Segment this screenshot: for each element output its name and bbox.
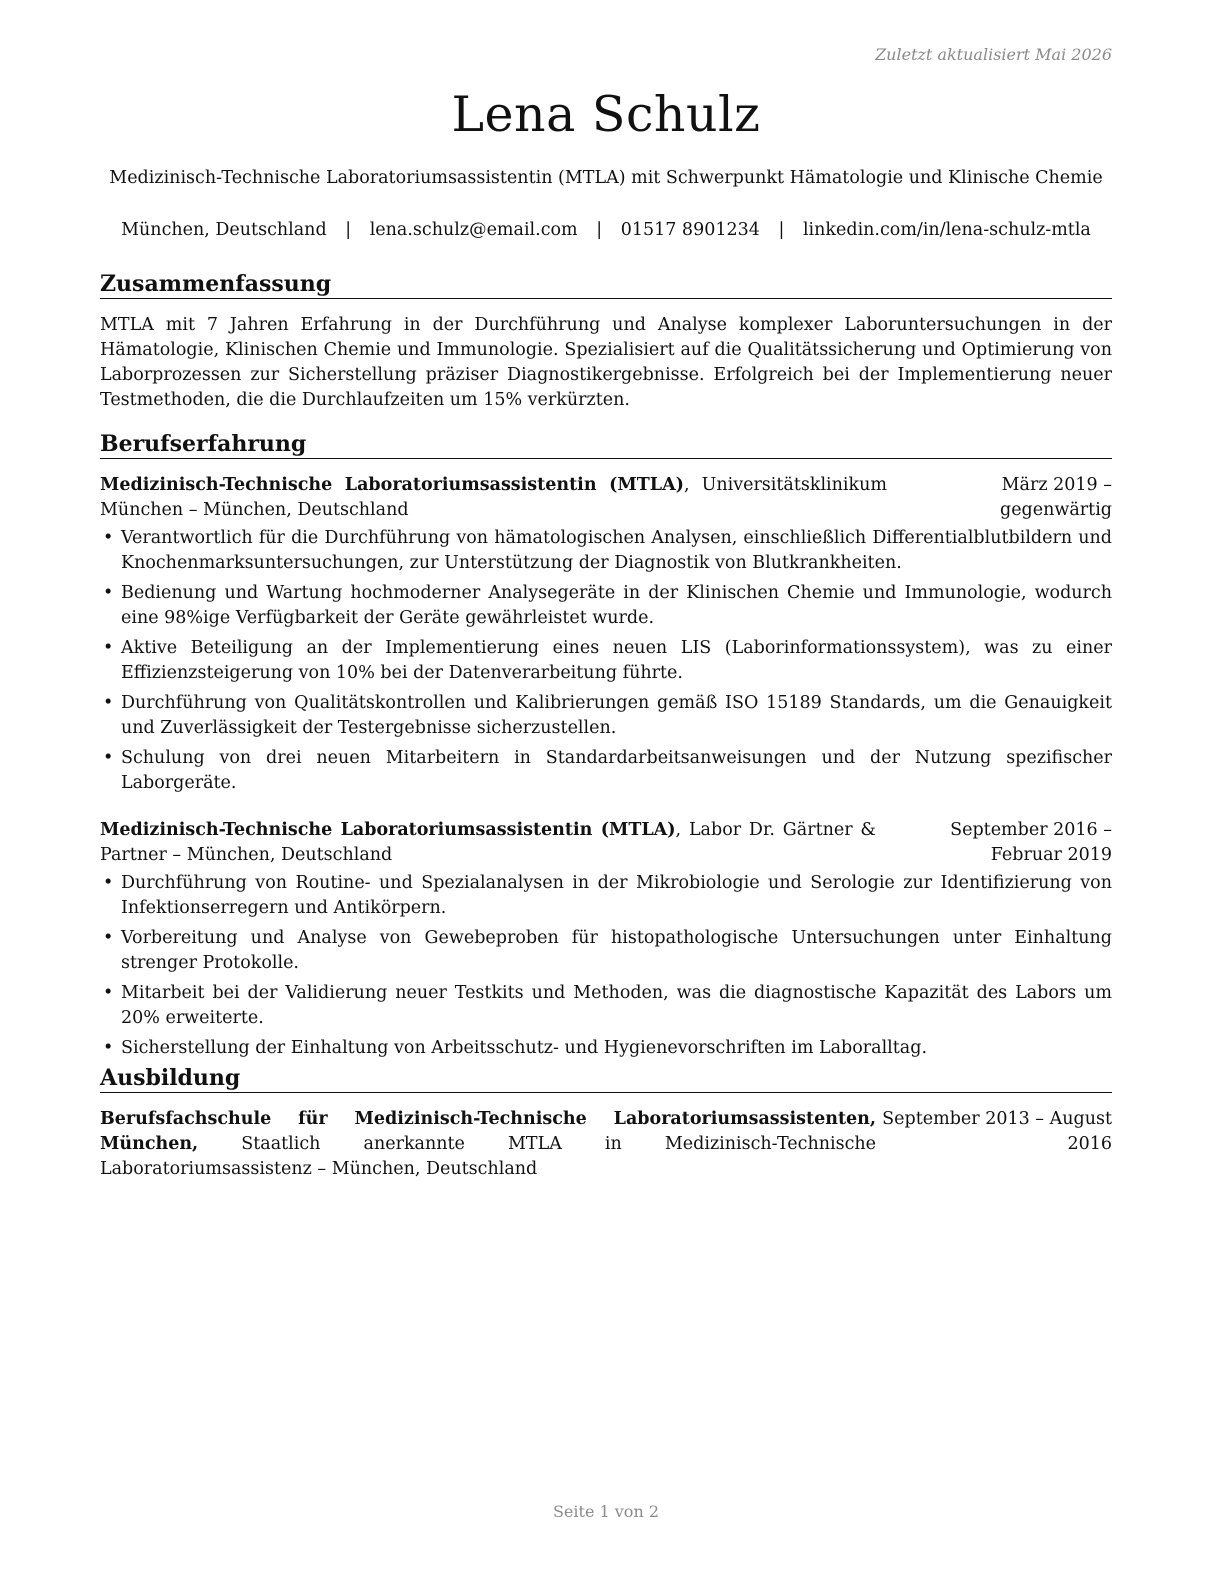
list-item: • Aktive Beteiligung an der Implementierung eines neuen LIS (Laborinformationssystem), was zu einer Effizienzsteigerung von 10% bei der Datenverarbeitung führte. xyxy=(100,636,1112,686)
job-header xyxy=(100,473,1112,523)
section-heading-summary: Zusammenfassung xyxy=(100,270,1112,299)
contact-separator: | xyxy=(345,220,352,240)
list-item: • Sicherstellung der Einhaltung von Arbeitsschutz- und Hygienevorschriften im Laboralltag. xyxy=(100,1036,1112,1061)
job-dates: September 2016 – Februar 2019 xyxy=(950,820,1112,865)
contact-line xyxy=(100,220,1112,240)
job-organization: , Universitätsklinikum München – München, Deutschland xyxy=(100,475,887,520)
page-number: Seite 1 von 2 xyxy=(552,1502,660,1521)
education-entry xyxy=(100,1107,1112,1182)
contact-separator: | xyxy=(596,220,603,240)
last-updated-note: Zuletzt aktualisiert Mai 2026 xyxy=(875,45,1112,64)
job-bullet-list xyxy=(100,526,1112,796)
list-item: • Schulung von drei neuen Mitarbeitern in Standardarbeitsanweisungen und der Nutzung spezifischer Laborgeräte. xyxy=(100,746,1112,796)
job-title: Medizinisch-Technische Laboratoriumsassistentin (MTLA) xyxy=(100,475,684,495)
job-header xyxy=(100,818,1112,868)
list-item: • Durchführung von Routine- und Spezialanalysen in der Mikrobiologie und Serologie zur Identifizierung von Infektionserregern und Antikörpern. xyxy=(100,871,1112,921)
summary-text: MTLA mit 7 Jahren Erfahrung in der Durchführung und Analyse komplexer Laboruntersuchungen in der Hämatologie, Klinischen Chemie und Immunologie. Spezialisiert auf die Qualitätssicherung und Optimierung von Laborprozessen zur Sicherstellung präziser Diagnostikergebnisse. Erfolgreich bei der Implementierung neuer Testmethoden, die die Durchlaufzeiten um 15% verkürzten. xyxy=(100,315,1112,410)
job-organization: , Labor Dr. Gärtner & Partner – München, Deutschland xyxy=(100,820,877,865)
list-item: • Durchführung von Qualitätskontrollen und Kalibrierungen gemäß ISO 15189 Standards, um die Genauigkeit und Zuverlässigkeit der Testergebnisse sicherzustellen. xyxy=(100,691,1112,741)
list-item: • Bedienung und Wartung hochmoderner Analysegeräte in der Klinischen Chemie und Immunologie, wodurch eine 98%ige Verfügbarkeit der Geräte gewährleistet wurde. xyxy=(100,581,1112,631)
experience-section xyxy=(100,430,1112,1066)
job-entry xyxy=(100,818,1112,1061)
contact-linkedin[interactable]: linkedin.com/in/lena-schulz-mtla xyxy=(802,220,1091,240)
job-title: Medizinisch-Technische Laboratoriumsassistentin (MTLA) xyxy=(100,820,676,840)
contact-separator: | xyxy=(778,220,785,240)
section-heading-education: Ausbildung xyxy=(100,1064,1112,1093)
candidate-headline: Medizinisch-Technische Laboratoriumsassistentin (MTLA) mit Schwerpunkt Hämatologie und Klinische Chemie xyxy=(109,168,1103,188)
section-heading-experience: Berufserfahrung xyxy=(100,430,1112,459)
job-title-line xyxy=(100,818,876,868)
job-dates: März 2019 – gegenwärtig xyxy=(1000,475,1112,520)
list-item: • Verantwortlich für die Durchführung von hämatologischen Analysen, einschließlich Differentialblutbildern und Knochenmarksuntersuchungen, zur Unterstützung der Diagnostik von Blutkrankheiten. xyxy=(100,526,1112,576)
job-bullet-list xyxy=(100,871,1112,1061)
education-school: Berufsfachschule für Medizinisch-Technische Laboratoriumsassistenten, München, xyxy=(100,1109,876,1154)
list-item: • Vorbereitung und Analyse von Gewebeproben für histopathologische Untersuchungen unter Einhaltung strenger Protokolle. xyxy=(100,926,1112,976)
contact-phone[interactable]: 01517 8901234 xyxy=(620,220,760,240)
list-item: • Mitarbeit bei der Validierung neuer Testkits und Methoden, was die diagnostische Kapazität des Labors um 20% erweiterte. xyxy=(100,981,1112,1031)
education-text xyxy=(100,1107,876,1182)
job-entry xyxy=(100,473,1112,796)
contact-location: München, Deutschland xyxy=(121,220,327,240)
education-detail: Staatlich anerkannte MTLA in Medizinisch-Technische Laboratoriumsassistenz – München, Deutschland xyxy=(100,1134,876,1179)
contact-email[interactable]: lena.schulz@email.com xyxy=(369,220,578,240)
summary-section xyxy=(100,270,1112,413)
job-title-line xyxy=(100,473,887,523)
education-section xyxy=(100,1064,1112,1182)
resume-page xyxy=(100,0,1112,1584)
education-dates: September 2013 – August 2016 xyxy=(882,1109,1112,1154)
candidate-name: Lena Schulz xyxy=(451,86,761,143)
education-header xyxy=(100,1107,1112,1182)
